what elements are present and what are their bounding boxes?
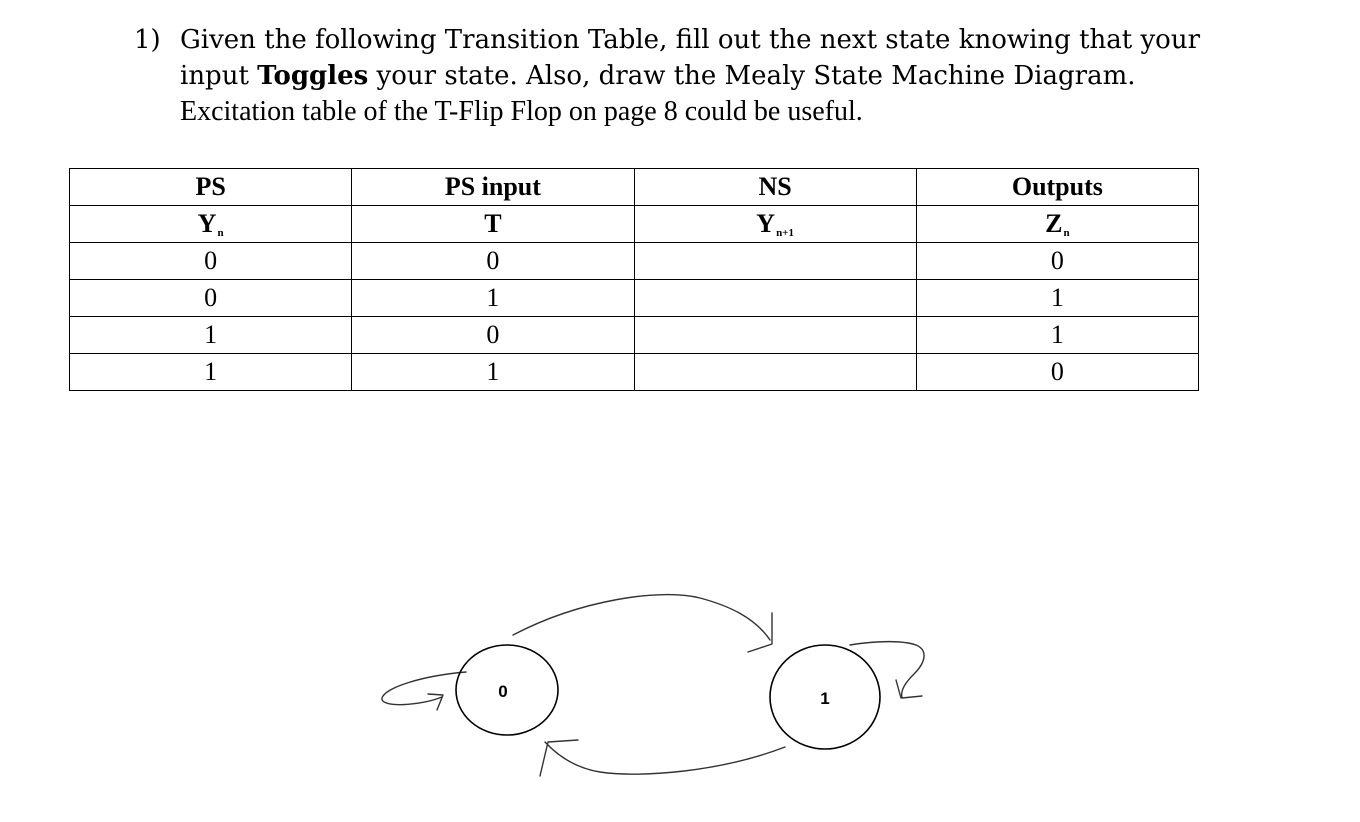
subheader-row bbox=[70, 206, 1199, 243]
toggles-keyword: Toggles bbox=[257, 61, 369, 91]
transition-table bbox=[69, 168, 1199, 391]
subheader-yn1 bbox=[634, 206, 916, 243]
header-ps-input: PS input bbox=[352, 169, 634, 206]
subheader-zn-sub: n bbox=[1063, 227, 1070, 239]
question-line-3: Excitation table of the T-Flip Flop on page 8 could be useful. bbox=[180, 96, 863, 127]
self-loop-0-arrowhead bbox=[428, 694, 443, 710]
subheader-zn-main: Z bbox=[1045, 209, 1063, 238]
state-0-label: 0 bbox=[498, 682, 508, 701]
subheader-yn-sub: n bbox=[217, 227, 224, 239]
cell-ps: 0 bbox=[70, 243, 352, 280]
cell-output: 1 bbox=[916, 280, 1198, 317]
header-outputs: Outputs bbox=[916, 169, 1198, 206]
header-ps: PS bbox=[70, 169, 352, 206]
cell-ns[interactable] bbox=[634, 280, 916, 317]
subheader-zn bbox=[916, 206, 1198, 243]
table-row bbox=[70, 280, 1199, 317]
subheader-yn bbox=[70, 206, 352, 243]
cell-ns[interactable] bbox=[634, 354, 916, 391]
cell-input: 0 bbox=[352, 243, 634, 280]
cell-ps: 0 bbox=[70, 280, 352, 317]
self-loop-0 bbox=[382, 672, 466, 705]
arrowhead-1-to-0 bbox=[540, 740, 578, 776]
question-body bbox=[180, 22, 1244, 130]
state-1-label: 1 bbox=[820, 689, 830, 708]
cell-input: 1 bbox=[352, 354, 634, 391]
table-row bbox=[70, 354, 1199, 391]
header-ns: NS bbox=[634, 169, 916, 206]
subheader-t bbox=[352, 206, 634, 243]
question-line-2-suffix: your state. Also, draw the Mealy State Machine Diagram. bbox=[368, 61, 1136, 91]
table-row bbox=[70, 243, 1199, 280]
self-loop-1-curl bbox=[902, 645, 924, 698]
cell-output: 0 bbox=[916, 243, 1198, 280]
question-line-2-prefix: input bbox=[180, 61, 258, 91]
cell-ps: 1 bbox=[70, 317, 352, 354]
question-line-2 bbox=[180, 58, 1244, 94]
subheader-t-main: T bbox=[484, 209, 502, 238]
subheader-yn-main: Y bbox=[197, 209, 217, 238]
cell-ns[interactable] bbox=[634, 243, 916, 280]
header-row bbox=[70, 169, 1199, 206]
question-line-1: Given the following Transition Table, fill out the next state knowing that your bbox=[180, 25, 1200, 55]
cell-ns[interactable] bbox=[634, 317, 916, 354]
cell-input: 0 bbox=[352, 317, 634, 354]
cell-output: 0 bbox=[916, 354, 1198, 391]
cell-output: 1 bbox=[916, 317, 1198, 354]
cell-ps: 1 bbox=[70, 354, 352, 391]
arrowhead-0-to-1 bbox=[748, 613, 772, 652]
cell-input: 1 bbox=[352, 280, 634, 317]
mealy-state-diagram bbox=[0, 560, 1360, 800]
question-number: 1) bbox=[134, 25, 161, 55]
self-loop-1-arrowhead bbox=[896, 680, 901, 698]
self-loop-1 bbox=[850, 642, 916, 645]
transition-arc-0-to-1 bbox=[513, 595, 770, 640]
transition-arc-1-to-0 bbox=[545, 742, 785, 774]
subheader-yn1-main: Y bbox=[756, 209, 776, 238]
table-row bbox=[70, 317, 1199, 354]
subheader-yn1-sub: n+1 bbox=[776, 227, 794, 239]
